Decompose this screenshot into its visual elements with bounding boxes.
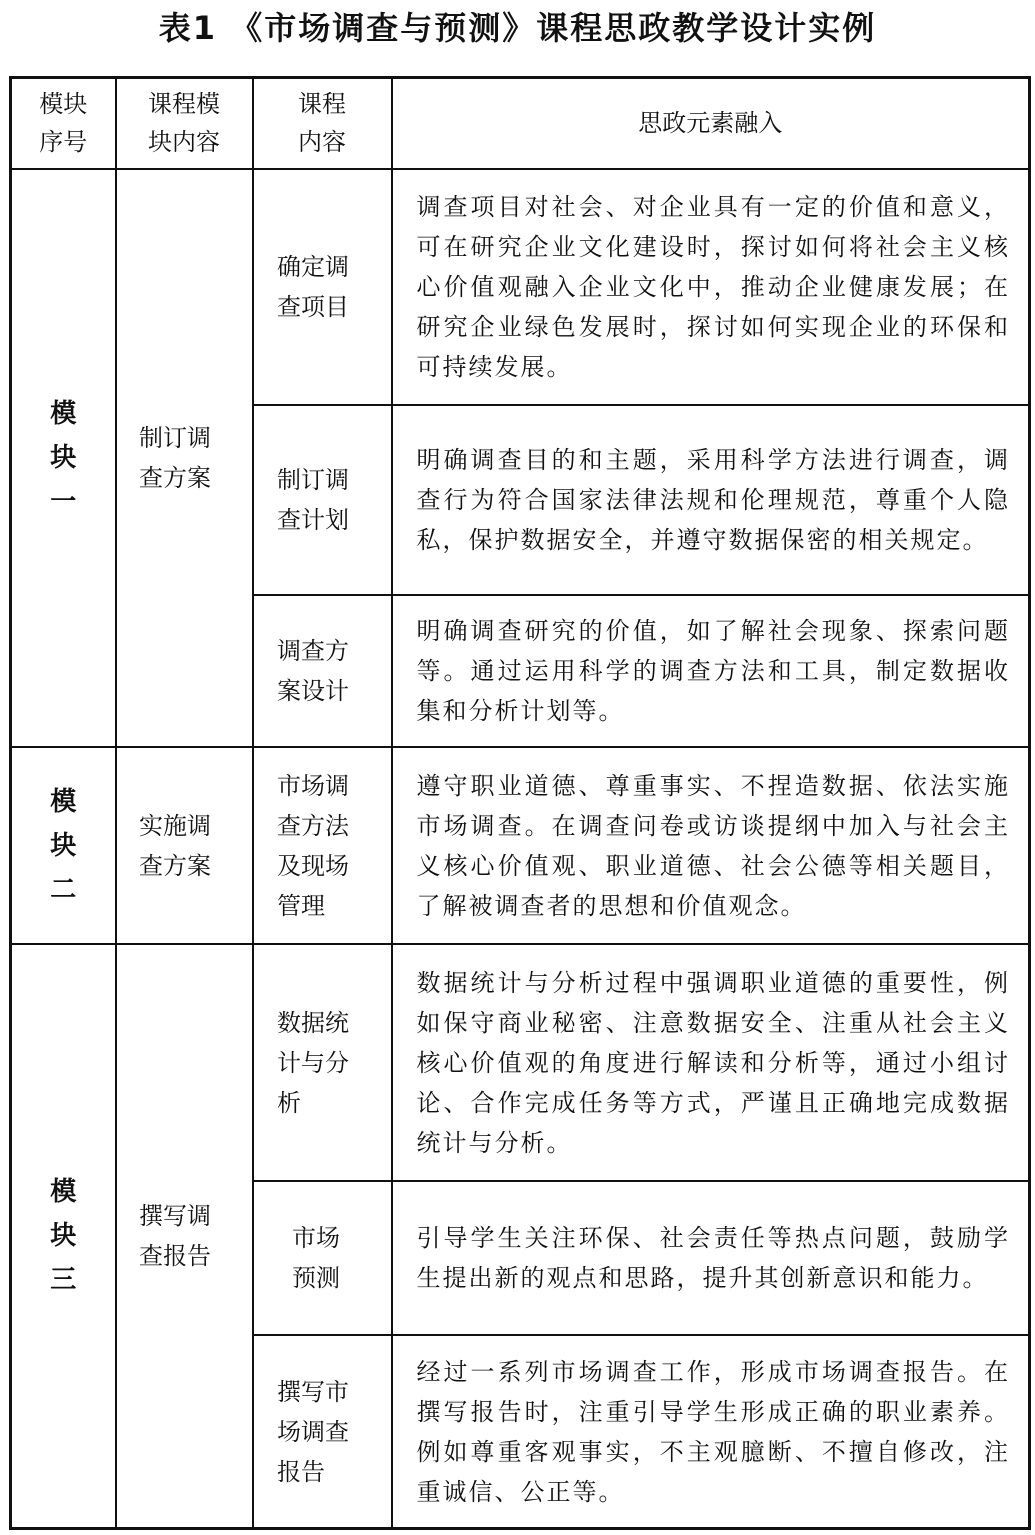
course-content-cell: 确定调查项目	[253, 169, 392, 405]
course-content-cell: 调查方案设计	[253, 595, 392, 747]
module-content-cell: 实施调查方案	[116, 747, 253, 944]
course-content-cell: 市场预测	[253, 1181, 392, 1335]
ideological-text-cell: 明确调查目的和主题，采用科学方法进行调查，调查行为符合国家法律法规和伦理规范，尊重个人隐私，保护数据安全，并遵守数据保密的相关规定。	[392, 405, 1030, 595]
header-row	[11, 78, 1030, 169]
header-course-content: 课程内容	[253, 78, 392, 169]
course-design-table	[9, 76, 1031, 1530]
header-module-number: 模块序号	[11, 78, 116, 169]
header-module-content: 课程模块内容	[116, 78, 253, 169]
course-content-cell: 数据统计与分析	[253, 944, 392, 1181]
ideological-text-cell: 经过一系列市场调查工作，形成市场调查报告。在撰写报告时，注重引导学生形成正确的职业素养。例如尊重客观事实，不主观臆断、不擅自修改，注重诚信、公正等。	[392, 1335, 1030, 1528]
ideological-text-cell: 调查项目对社会、对企业具有一定的价值和意义，可在研究企业文化建设时，探讨如何将社会主义核心价值观融入企业文化中，推动企业健康发展；在研究企业绿色发展时，探讨如何实现企业的环保和可持续发展。	[392, 169, 1030, 405]
header-ideological-elements: 思政元素融入	[392, 78, 1030, 169]
table-row	[11, 169, 1030, 405]
ideological-text-cell: 遵守职业道德、尊重事实、不捏造数据、依法实施市场调查。在调查问卷或访谈提纲中加入与社会主义核心价值观、职业道德、社会公德等相关题目，了解被调查者的思想和价值观念。	[392, 747, 1030, 944]
ideological-text-cell: 引导学生关注环保、社会责任等热点问题，鼓励学生提出新的观点和思路，提升其创新意识和能力。	[392, 1181, 1030, 1335]
table-row	[11, 747, 1030, 944]
table-title: 表1 《市场调查与预测》课程思政教学设计实例	[158, 9, 877, 47]
table-row	[11, 944, 1030, 1181]
ideological-text-cell: 数据统计与分析过程中强调职业道德的重要性，例如保守商业秘密、注意数据安全、注重从社会主义核心价值观的角度进行解读和分析等，通过小组讨论、合作完成任务等方式，严谨且正确地完成数据统计与分析。	[392, 944, 1030, 1181]
course-content-cell: 撰写市场调查报告	[253, 1335, 392, 1528]
module-number-cell: 模块一	[11, 169, 116, 747]
module-content-cell: 撰写调查报告	[116, 944, 253, 1528]
course-content-cell: 制订调查计划	[253, 405, 392, 595]
module-number-cell: 模块三	[11, 944, 116, 1528]
module-number-cell: 模块二	[11, 747, 116, 944]
ideological-text-cell: 明确调查研究的价值，如了解社会现象、探索问题等。通过运用科学的调查方法和工具，制定数据收集和分析计划等。	[392, 595, 1030, 747]
module-content-cell: 制订调查方案	[116, 169, 253, 747]
course-content-cell: 市场调查方法及现场管理	[253, 747, 392, 944]
